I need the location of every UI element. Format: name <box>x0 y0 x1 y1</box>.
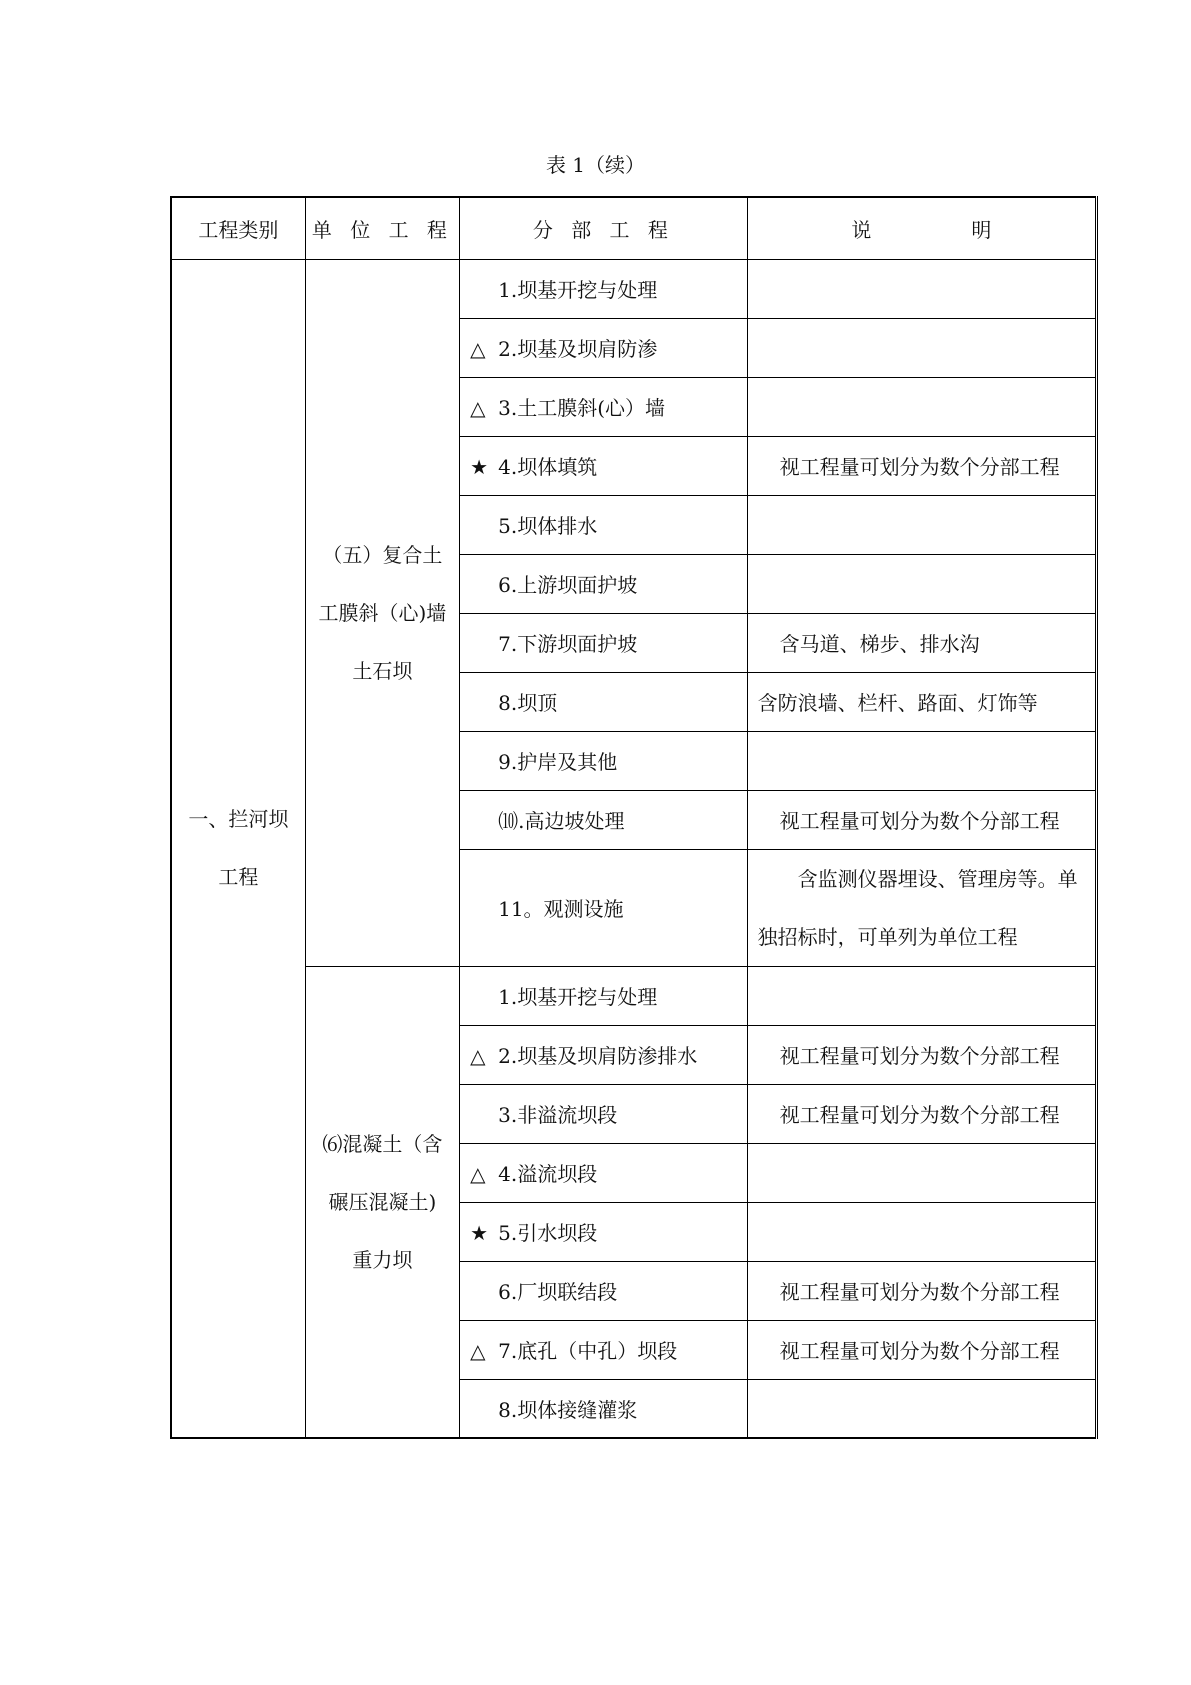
part-label: 9.护岸及其他 <box>498 750 618 774</box>
category-cell <box>171 259 305 1438</box>
note-cell <box>747 495 1096 554</box>
triangle-icon: △ <box>470 396 486 420</box>
table-caption: 表 1（续） <box>545 153 646 177</box>
part-cell <box>460 1084 748 1143</box>
part-label: 7.底孔（中孔）坝段 <box>498 1339 678 1363</box>
part-cell <box>460 672 748 731</box>
part-label: 4.溢流坝段 <box>498 1162 598 1186</box>
part-label: 8.坝体接缝灌浆 <box>498 1397 638 1422</box>
part-label: 7.下游坝面护坡 <box>498 632 638 656</box>
part-cell <box>460 1261 748 1320</box>
unit-line: 碾压混凝土) <box>328 1189 437 1214</box>
unit-line: 工膜斜（心)墙 <box>318 600 447 625</box>
part-label: 4.坝体填筑 <box>498 455 598 479</box>
part-cell <box>460 1025 748 1084</box>
unit-line: ⑹混凝土（含 <box>322 1131 443 1156</box>
part-label: ⑽.高边坡处理 <box>498 809 625 833</box>
part-cell <box>460 377 748 436</box>
part-cell <box>460 436 748 495</box>
note-cell: 含马道、梯步、排水沟 <box>747 613 1096 672</box>
part-label: 8.坝顶 <box>498 691 558 715</box>
part-label: 6.上游坝面护坡 <box>498 573 638 597</box>
table-row <box>171 966 1097 1025</box>
header-note: 说 明 <box>747 197 1096 259</box>
category-line: 一、拦河坝 <box>188 807 289 832</box>
note-cell: 视工程量可划分为数个分部工程 <box>747 1320 1096 1379</box>
unit-line: 土石坝 <box>352 658 413 683</box>
part-label: 1.坝基开挖与处理 <box>498 985 658 1009</box>
note-cell <box>747 731 1096 790</box>
part-cell <box>460 318 748 377</box>
note-cell <box>747 377 1096 436</box>
note-cell: 视工程量可划分为数个分部工程 <box>747 790 1096 849</box>
part-cell <box>460 731 748 790</box>
note-cell <box>747 1379 1096 1438</box>
header-category: 工程类别 <box>171 197 305 259</box>
part-cell <box>460 966 748 1025</box>
header-part: 分 部 工 程 <box>460 197 748 259</box>
note-cell <box>747 318 1096 377</box>
unit-cell-6 <box>305 966 459 1438</box>
note-cell <box>747 1202 1096 1261</box>
triangle-icon: △ <box>470 1162 486 1186</box>
triangle-icon: △ <box>470 1339 486 1363</box>
category-line: 工程 <box>218 865 259 890</box>
part-cell <box>460 790 748 849</box>
part-label: 5.坝体排水 <box>498 514 598 538</box>
part-cell <box>460 259 748 318</box>
part-label: 5.引水坝段 <box>498 1221 598 1245</box>
division-table <box>170 196 1098 1439</box>
star-icon: ★ <box>470 455 489 479</box>
part-label: 2.坝基及坝肩防渗排水 <box>498 1044 698 1068</box>
part-cell <box>460 554 748 613</box>
table-row <box>171 259 1097 318</box>
part-cell <box>460 849 748 966</box>
part-label: 3.土工膜斜(心）墙 <box>498 396 665 420</box>
unit-line: （五）复合土 <box>322 542 443 567</box>
note-cell: 视工程量可划分为数个分部工程 <box>747 436 1096 495</box>
triangle-icon: △ <box>470 1044 486 1068</box>
part-label: 3.非溢流坝段 <box>498 1103 618 1127</box>
part-label: 11。观测设施 <box>498 897 624 921</box>
note-cell: 视工程量可划分为数个分部工程 <box>747 1084 1096 1143</box>
note-cell <box>747 966 1096 1025</box>
note-cell: 视工程量可划分为数个分部工程 <box>747 1025 1096 1084</box>
note-cell <box>747 554 1096 613</box>
part-cell <box>460 1320 748 1379</box>
part-label: 2.坝基及坝肩防渗 <box>498 337 658 361</box>
note-cell: 视工程量可划分为数个分部工程 <box>747 1261 1096 1320</box>
unit-cell-5 <box>305 259 459 966</box>
note-cell: 含监测仪器埋设、管理房等。单独招标时，可单列为单位工程 <box>747 849 1096 966</box>
note-cell: 含防浪墙、栏杆、路面、灯饰等 <box>747 672 1096 731</box>
header-unit: 单 位 工 程 <box>305 197 459 259</box>
part-label: 6.厂坝联结段 <box>498 1280 618 1304</box>
part-cell <box>460 1143 748 1202</box>
part-cell <box>460 613 748 672</box>
part-cell <box>460 1379 748 1438</box>
part-cell <box>460 495 748 554</box>
note-cell <box>747 259 1096 318</box>
part-label: 1.坝基开挖与处理 <box>498 278 658 302</box>
star-icon: ★ <box>470 1221 489 1245</box>
header-row <box>171 197 1097 259</box>
note-cell <box>747 1143 1096 1202</box>
unit-line: 重力坝 <box>352 1247 413 1272</box>
triangle-icon: △ <box>470 337 486 361</box>
part-cell <box>460 1202 748 1261</box>
